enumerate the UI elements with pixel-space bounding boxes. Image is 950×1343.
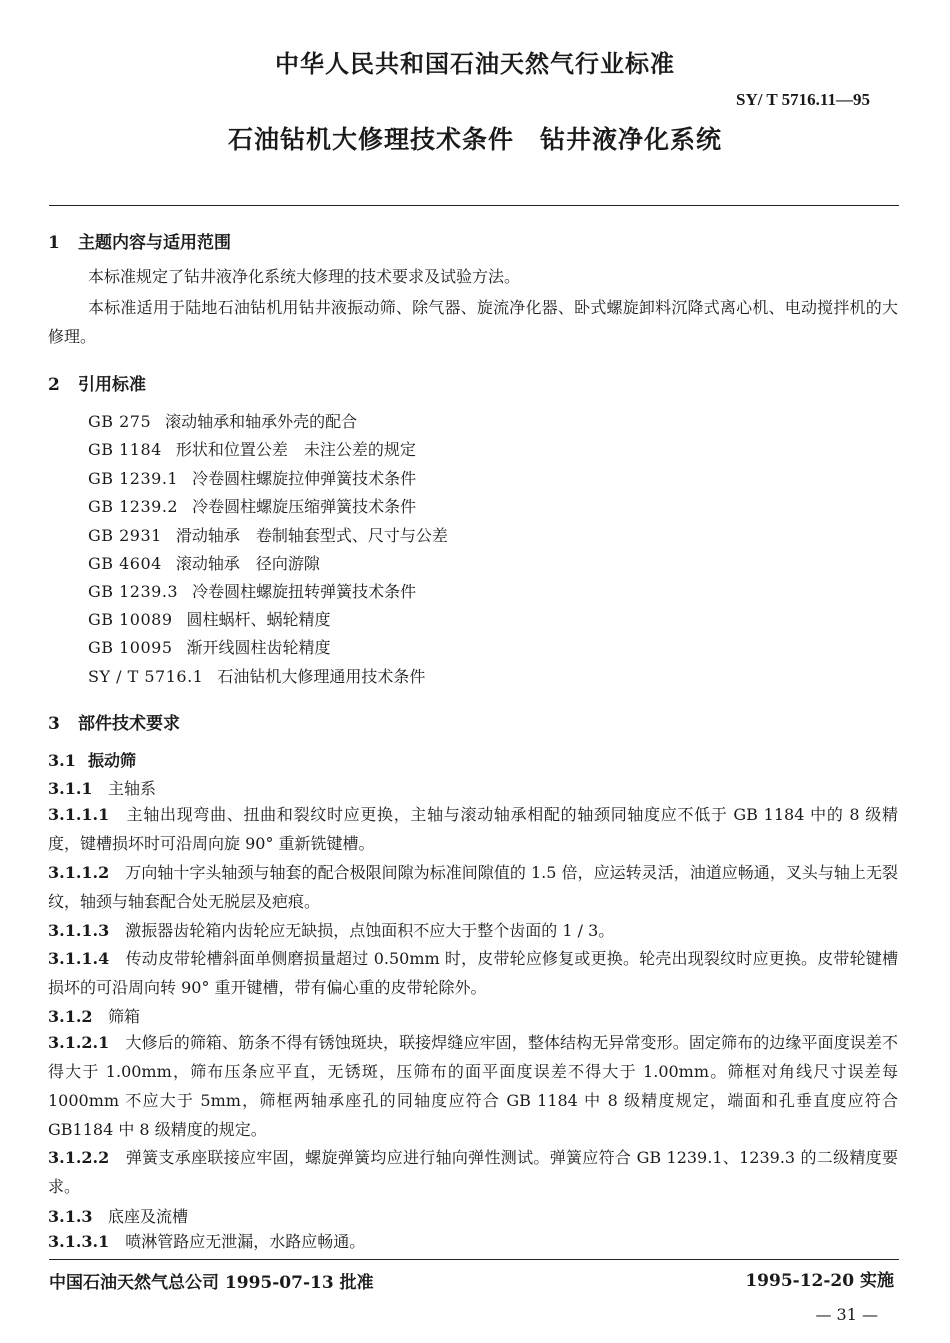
document-title: 石油钻机大修理技术条件 钻井液净化系统: [227, 125, 722, 154]
subsection-heading: [48, 776, 156, 799]
reference-item: [88, 409, 357, 432]
clause-number: 3.1.3: [48, 1207, 93, 1226]
section-title: 部件技术要求: [78, 714, 180, 734]
subsection-heading: [48, 1204, 188, 1227]
clause-text: 激振器齿轮箱内齿轮应无缺损，点蚀面积不应大于整个齿面的 1 / 3。: [125, 921, 615, 940]
clause-3-1-1-2: [48, 858, 898, 916]
reference-code: GB 1239.2: [88, 497, 179, 516]
reference-code: GB 275: [88, 412, 152, 431]
section-title: 主题内容与适用范围: [78, 233, 231, 253]
approval-statement: 中国石油天然气总公司 1995-07-13 批准: [49, 1273, 374, 1293]
reference-code: GB 1239.1: [88, 469, 179, 488]
clause-number: 3.1: [48, 751, 76, 770]
page-number: — 31 —: [815, 1305, 878, 1324]
reference-item: [88, 437, 416, 460]
clause-title: 主轴系: [108, 779, 157, 798]
clause-3-1-2-2: [48, 1143, 898, 1201]
reference-item: [88, 664, 425, 687]
reference-title: 石油钻机大修理通用技术条件: [217, 667, 426, 686]
reference-title: 滚动轴承和轴承外壳的配合: [165, 412, 358, 431]
section-number: 3: [48, 714, 60, 734]
reference-item: [88, 635, 331, 658]
reference-title: 滑动轴承 卷制轴套型式、尺寸与公差: [175, 526, 448, 545]
reference-item: [88, 523, 448, 546]
standard-code: SY/ T 5716.11—95: [736, 90, 870, 109]
clause-3-1-1-1: [48, 800, 898, 858]
clause-number: 3.1.1.2: [48, 863, 110, 882]
reference-title: 冷卷圆柱螺旋扭转弹簧技术条件: [192, 582, 417, 601]
section-3-heading: [48, 709, 180, 734]
subsection-heading: [48, 748, 136, 771]
reference-code: SY / T 5716.1: [88, 667, 204, 686]
clause-number: 3.1.1.4: [48, 949, 110, 968]
clause-3-1-1-3: [48, 916, 898, 945]
clause-text: 主轴出现弯曲、扭曲和裂纹时应更换，主轴与滚动轴承相配的轴颈同轴度应不低于 GB 1184 中的 8 级精度，键槽损坏时可沿周向旋 90° 重新铣键槽。: [48, 805, 898, 853]
clause-number: 3.1.3.1: [48, 1232, 110, 1251]
clause-text: 弹簧支承座联接应牢固，螺旋弹簧均应进行轴向弹性测试。弹簧应符合 GB 1239.1、1239.3 的二级精度要求。: [48, 1148, 898, 1196]
clause-title: 筛箱: [108, 1007, 141, 1026]
reference-item: [88, 466, 416, 489]
clause-number: 3.1.1.1: [48, 805, 110, 824]
reference-code: GB 10089: [88, 610, 173, 629]
clause-text: 大修后的筛箱、筋条不得有锈蚀斑块，联接焊缝应牢固，整体结构无异常变形。固定筛布的边缘平面度误差不得大于 1.00mm，筛布压条应平直，无锈斑，压筛布的面平面度误差不得大于 1.00mm。筛框对角线尺寸误差每 1000mm 不应大于 5mm，筛框两轴承座孔的同轴度应符合 GB 1184 中 8 级精度规定，端面和孔垂直度应符合 GB1184 中 8 级精度的规定。: [48, 1033, 898, 1139]
subsection-heading: [48, 1004, 140, 1027]
section-number: 1: [48, 233, 60, 253]
reference-title: 形状和位置公差 未注公差的规定: [175, 440, 416, 459]
clause-title: 底座及流槽: [108, 1207, 189, 1226]
section-1-heading: [48, 228, 231, 253]
clause-number: 3.1.1.3: [48, 921, 110, 940]
reference-code: GB 1239.3: [88, 582, 179, 601]
reference-code: GB 2931: [88, 526, 162, 545]
paragraph: 本标准规定了钻井液净化系统大修理的技术要求及试验方法。: [88, 267, 521, 286]
issuing-authority: 中华人民共和国石油天然气行业标准: [275, 49, 675, 78]
clause-number: 3.1.2.2: [48, 1148, 110, 1167]
paragraph: 本标准适用于陆地石油钻机用钻井液振动筛、除气器、旋流净化器、卧式螺旋卸料沉降式离心机、电动搅拌机的大修理。: [48, 298, 898, 346]
effective-date: 1995-12-20 实施: [745, 1271, 894, 1291]
clause-number: 3.1.2: [48, 1007, 93, 1026]
clause-number: 3.1.2.1: [48, 1033, 110, 1052]
section-number: 2: [48, 375, 60, 395]
reference-title: 滚动轴承 径向游隙: [175, 554, 320, 573]
section-2-heading: [48, 370, 146, 395]
reference-code: GB 1184: [88, 440, 162, 459]
clause-3-1-3-1: [48, 1227, 898, 1256]
header-rule: [49, 205, 899, 206]
clause-number: 3.1.1: [48, 779, 93, 798]
reference-item: [88, 494, 416, 517]
clause-text: 万向轴十字头轴颈与轴套的配合极限间隙为标准间隙值的 1.5 倍，应运转灵活，油道应畅通，叉头与轴上无裂纹，轴颈与轴套配合处无脱层及疤痕。: [48, 863, 898, 911]
reference-item: [88, 551, 320, 574]
reference-code: GB 10095: [88, 638, 173, 657]
reference-code: GB 4604: [88, 554, 162, 573]
reference-title: 冷卷圆柱螺旋拉伸弹簧技术条件: [192, 469, 417, 488]
clause-3-1-1-4: [48, 944, 898, 1002]
footer-rule: [49, 1259, 899, 1260]
reference-title: 渐开线圆柱齿轮精度: [186, 638, 331, 657]
reference-item: [88, 579, 416, 602]
clause-text: 传动皮带轮槽斜面单侧磨损量超过 0.50mm 时，皮带轮应修复或更换。轮壳出现裂纹时应更换。皮带轮键槽损坏的可沿周向转 90° 重开键槽，带有偏心重的皮带轮除外。: [48, 949, 898, 997]
reference-title: 圆柱蜗杆、蜗轮精度: [186, 610, 331, 629]
reference-item: [88, 607, 331, 630]
clause-title: 振动筛: [88, 751, 137, 770]
clause-3-1-2-1: [48, 1028, 898, 1144]
section-title: 引用标准: [78, 375, 146, 395]
clause-text: 喷淋管路应无泄漏，水路应畅通。: [125, 1232, 366, 1251]
reference-title: 冷卷圆柱螺旋压缩弹簧技术条件: [192, 497, 417, 516]
